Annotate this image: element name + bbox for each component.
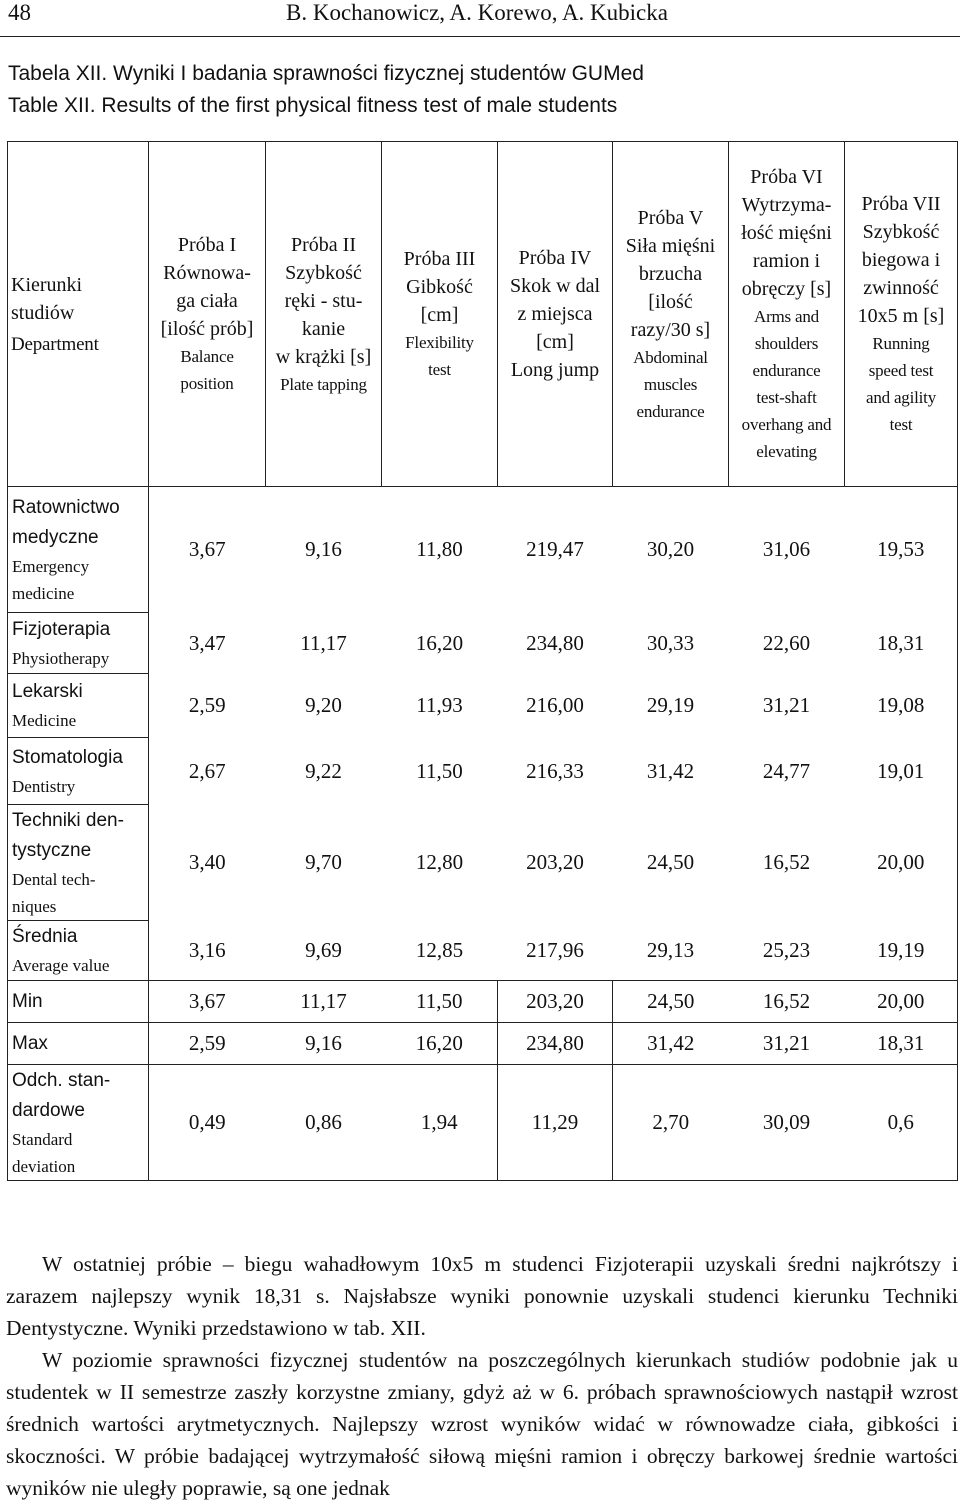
cell-value: 217,96 <box>526 937 584 962</box>
column-header-line-en: Arms and <box>754 307 819 326</box>
table-row <box>8 613 958 674</box>
cell-value: 18,31 <box>845 1023 958 1065</box>
body-paragraph-1: W ostatniej próbie – biegu wahadłowym 10x5 m studenci Fizjoterapii uzyskali średni najkrótszy i zarazem najlepszy wynik 18,31 s. Najsłabsze wyniki ponownie uzyskali studenci kierunku Techniki Dentystyczne. Wyniki przedstawiono w tab. XII. <box>6 1252 958 1340</box>
table-row <box>8 487 958 613</box>
cell-value: 11,80 <box>416 537 463 562</box>
cell-value: 11,50 <box>416 758 463 783</box>
cell-value: 31,21 <box>729 1023 845 1065</box>
table-row <box>8 738 958 805</box>
cell-value: 3,47 <box>149 613 266 674</box>
row-label-line-en: Average value <box>12 956 110 975</box>
column-header-line: Skok w dal <box>510 275 600 297</box>
cell-value: 31,42 <box>646 758 695 783</box>
column-header-line: Szybkość <box>285 261 362 284</box>
column-header-line-en: Flexibility <box>405 333 474 352</box>
row-label-line: Odch. stan- <box>12 1069 111 1091</box>
column-header-line: Próba V <box>637 206 704 229</box>
row-label-line-en: Medicine <box>12 711 77 730</box>
column-header-line: ręki - stu- <box>284 289 363 312</box>
row-label <box>8 738 149 805</box>
column-header-line-en: speed test <box>868 361 934 380</box>
column-header-line: 10x5 m [s] <box>857 305 945 327</box>
column-header-line: Siła mięśni <box>625 234 716 257</box>
column-header-line: obręczy [s] <box>741 278 832 300</box>
column-header-line-en: overhang and <box>741 415 832 434</box>
cell-value: 9,16 <box>305 537 342 562</box>
column-header-line: [cm] <box>420 304 459 326</box>
column-header-line: ramion i <box>752 250 821 272</box>
cell-value: 12,85 <box>415 937 464 962</box>
row-label-line-en: Dentistry <box>12 776 76 796</box>
row-label <box>8 487 149 613</box>
results-table <box>7 141 958 1181</box>
cell-value: 30,33 <box>646 630 695 655</box>
row-label <box>8 1023 149 1065</box>
row-label-line: dardowe <box>12 1099 85 1121</box>
dept-header-pl2: studiów <box>11 301 75 324</box>
cell-value: 19,08 <box>845 674 958 738</box>
column-header-line: Gibkość <box>406 276 473 298</box>
column-header-line: w krążki [s] <box>275 345 372 368</box>
column-header-test-5 <box>613 142 729 487</box>
cell-value: 203,20 <box>498 981 613 1023</box>
table-caption-en: Table XII. Results of the first physical fitness test of male students <box>8 94 618 117</box>
cell-value: 219,47 <box>526 537 584 562</box>
column-header-line: Równowa- <box>163 262 251 284</box>
table-row <box>8 1065 958 1181</box>
cell-value: 16,52 <box>729 981 845 1023</box>
cell-value: 0,86 <box>266 1065 382 1181</box>
cell-value: 30,20 <box>646 537 695 562</box>
row-label-line-en: deviation <box>12 1156 76 1176</box>
dept-header-pl1: Kierunki <box>11 273 83 296</box>
column-header-line-en: muscles <box>643 374 698 394</box>
column-header-line: łość mięśni <box>741 222 832 244</box>
column-header-line: z miejsca <box>517 303 593 325</box>
cell-value: 20,00 <box>845 805 958 921</box>
cell-value: 0,6 <box>845 1065 958 1181</box>
column-header-test-3 <box>382 142 498 487</box>
cell-value: 24,50 <box>646 850 695 874</box>
column-header-line-en: and agility <box>865 388 937 407</box>
column-header-line: zwinność <box>863 277 939 299</box>
column-header-test-6 <box>729 142 845 487</box>
cell-value: 2,70 <box>613 1065 729 1181</box>
cell-value: 19,19 <box>845 921 958 981</box>
header-row <box>8 142 958 487</box>
row-label-line-en: Standard <box>12 1129 73 1149</box>
row-label <box>8 805 149 921</box>
header-rule <box>0 36 960 37</box>
column-header-line: biegowa i <box>861 249 941 271</box>
cell-value: 2,67 <box>149 738 266 805</box>
cell-value: 31,21 <box>762 693 811 717</box>
row-label <box>8 921 149 981</box>
row-label-line: Lekarski <box>12 681 83 702</box>
cell-value: 11,17 <box>300 630 347 655</box>
dept-header-en: Department <box>11 333 99 355</box>
cell-value: 16,20 <box>382 1023 498 1065</box>
column-header-line-en: endurance <box>636 401 705 421</box>
running-head-authors: B. Kochanowicz, A. Korewo, A. Kubicka <box>286 0 668 25</box>
cell-value: 16,52 <box>762 850 811 874</box>
row-label-line-en: medicine <box>12 583 75 603</box>
column-header-line: Próba VI <box>750 166 823 188</box>
column-header-line: Próba VII <box>861 193 941 215</box>
column-header-line: Próba I <box>177 234 237 256</box>
cell-value: 22,60 <box>762 630 811 655</box>
column-header-line-en: test <box>889 415 913 434</box>
cell-value: 216,33 <box>526 758 584 783</box>
row-label-line: medyczne <box>12 526 99 548</box>
table-row <box>8 805 958 921</box>
dept-header <box>8 142 149 487</box>
column-header-line: Próba III <box>403 248 476 270</box>
column-header-line-en: test <box>428 360 451 379</box>
column-header-line: Szybkość <box>862 221 940 243</box>
cell-value: 24,50 <box>613 981 729 1023</box>
cell-value: 234,80 <box>498 1023 613 1065</box>
cell-value: 3,67 <box>149 981 266 1023</box>
column-header-line-en: shoulders <box>754 334 819 353</box>
column-header-test-2 <box>266 142 382 487</box>
column-header-line: kanie <box>301 317 346 340</box>
cell-value: 11,29 <box>498 1065 613 1181</box>
cell-value: 9,20 <box>305 693 342 717</box>
cell-value: 12,80 <box>415 850 464 874</box>
cell-value: 20,00 <box>845 981 958 1023</box>
cell-value: 234,80 <box>526 630 584 655</box>
row-label-line: Min <box>12 990 43 1012</box>
cell-value: 3,40 <box>149 805 266 921</box>
table-row <box>8 674 958 738</box>
column-header-line: brzucha <box>638 262 703 285</box>
row-label <box>8 613 149 674</box>
table-row <box>8 981 958 1023</box>
row-label-line: Max <box>12 1032 48 1054</box>
body-text <box>6 1248 958 1504</box>
table-row <box>8 1023 958 1065</box>
column-header-line-en: test-shaft <box>756 388 817 407</box>
column-header-line: Próba II <box>291 233 356 256</box>
column-header-test-1 <box>149 142 266 487</box>
table-row <box>8 921 958 981</box>
column-header-line: [cm] <box>536 331 574 353</box>
row-label <box>8 674 149 738</box>
row-label-line: Fizjoterapia <box>12 618 111 640</box>
cell-value: 0,49 <box>149 1065 266 1181</box>
row-label-line: Średnia <box>12 926 78 947</box>
cell-value: 19,01 <box>845 738 958 805</box>
column-header-line: [ilość <box>648 290 693 313</box>
row-label-line: tystyczne <box>12 839 92 861</box>
row-label-line-en: niques <box>12 896 57 916</box>
column-header-test-4 <box>498 142 613 487</box>
page-number: 48 <box>8 0 31 25</box>
cell-value: 31,06 <box>762 537 811 562</box>
body-paragraph-2: W poziomie sprawności fizycznej studentów na poszczególnych kierunkach studiów podobnie jak u studentek w II semestrze zaszły korzystne zmiany, gdyż aż w 6. próbach sprawnościowych nastąpił wzrost średnich wartości arytmetycznych. Najlepszy wzrost wyników widać w równowadze ciała, gibkości i skoczności. W próbie badającej wytrzymałość siłową mięśni ramion i obręczy barkowej średnie wartości wyników nie uległy poprawie, są one jednak <box>6 1348 958 1500</box>
row-label <box>8 981 149 1023</box>
column-header-line: Wytrzyma- <box>741 194 832 216</box>
column-header-line-en: position <box>180 374 234 393</box>
cell-value: 9,22 <box>305 758 342 783</box>
cell-value: 18,31 <box>845 613 958 674</box>
cell-value: 19,53 <box>845 487 958 613</box>
table-caption-pl: Tabela XII. Wyniki I badania sprawności fizycznej studentów GUMed <box>8 62 644 85</box>
column-header-line-en: Balance <box>180 347 234 366</box>
column-header-line: Próba IV <box>518 247 592 269</box>
column-header-line-en: endurance <box>752 361 821 380</box>
cell-value: 30,09 <box>729 1065 845 1181</box>
cell-value: 3,16 <box>149 921 266 981</box>
column-header-line-en: Running <box>872 334 930 353</box>
row-label-line-en: Dental tech- <box>12 869 96 889</box>
column-header-line-en: elevating <box>756 442 817 461</box>
column-header-line-en: Abdominal <box>633 347 708 367</box>
cell-value: 203,20 <box>526 850 584 874</box>
cell-value: 9,70 <box>305 850 342 874</box>
column-header-line: razy/30 s] <box>630 318 711 341</box>
row-label-line-en: Physiotherapy <box>12 648 110 668</box>
cell-value: 16,20 <box>415 630 464 655</box>
column-header-line: [ilość prób] <box>160 318 254 340</box>
cell-value: 24,77 <box>762 758 811 783</box>
row-label-line: Techniki den- <box>12 809 124 831</box>
row-label-line: Stomatologia <box>12 746 123 768</box>
cell-value: 9,69 <box>305 937 342 962</box>
column-header-line: Long jump <box>510 359 600 381</box>
cell-value: 9,16 <box>266 1023 382 1065</box>
cell-value: 2,59 <box>149 674 266 738</box>
cell-value: 29,13 <box>646 937 695 962</box>
cell-value: 3,67 <box>149 487 266 613</box>
table-body <box>8 487 958 1181</box>
cell-value: 31,42 <box>613 1023 729 1065</box>
row-label-line-en: Emergency <box>12 556 90 576</box>
cell-value: 11,50 <box>382 981 498 1023</box>
cell-value: 1,94 <box>382 1065 498 1181</box>
row-label <box>8 1065 149 1181</box>
cell-value: 216,00 <box>526 693 584 717</box>
column-header-line-en: Plate tapping <box>280 374 367 394</box>
cell-value: 11,93 <box>416 693 463 717</box>
cell-value: 2,59 <box>149 1023 266 1065</box>
cell-value: 29,19 <box>646 693 695 717</box>
row-label-line: Ratownictwo <box>12 496 120 518</box>
column-header-line: ga ciała <box>176 290 238 312</box>
cell-value: 11,17 <box>266 981 382 1023</box>
column-header-test-7 <box>845 142 958 487</box>
cell-value: 25,23 <box>762 937 811 962</box>
